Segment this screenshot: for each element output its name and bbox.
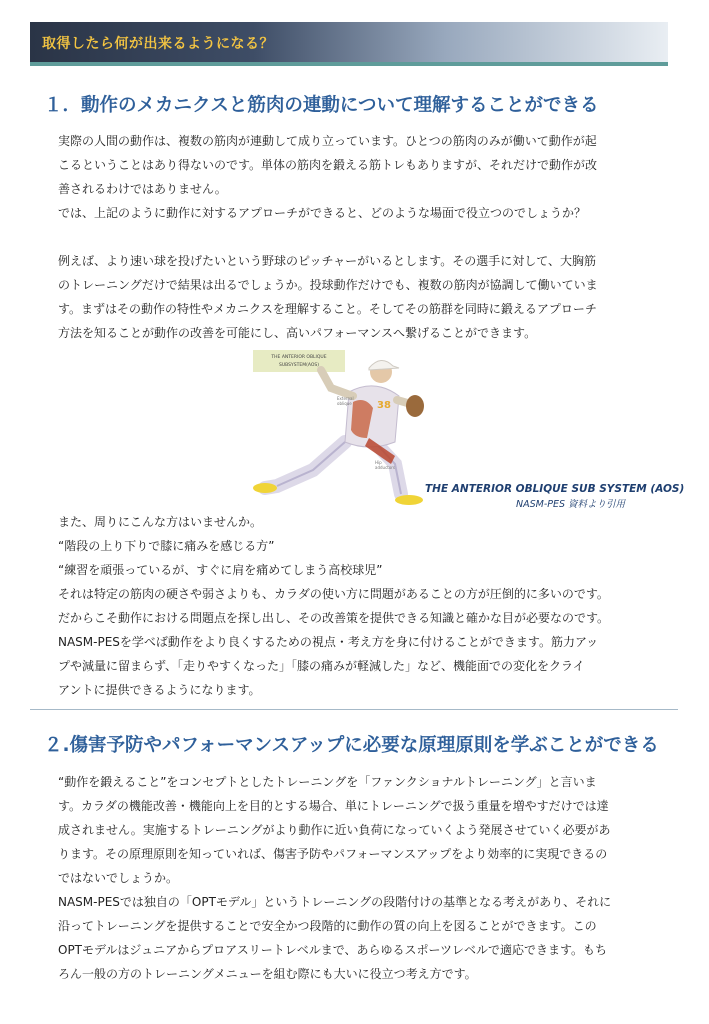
text-line: ろん一般の方のトレーニングメニューを組む際にも大いに役立つ考え方です。 — [58, 967, 477, 981]
text-line: “階段の上り下りで膝に痛みを感じる方” — [58, 539, 275, 553]
section1-paragraph-2 — [58, 249, 648, 345]
back-leg — [265, 442, 345, 488]
front-shoe — [395, 495, 423, 505]
text-line: NASM-PESを学べば動作をより良くするための視点・考え方を身に付けることができます。筋力アッ — [58, 635, 599, 649]
section1-heading: １．動作のメカニクスと筋肉の連動について理解することができる — [44, 95, 599, 116]
baseball-glove — [406, 395, 424, 417]
text-line: “動作を鍛えること”をコンセプトとしたトレーニングを「ファンクショナルトレーニング」と言いま — [58, 775, 597, 789]
muscle-label: Hip — [375, 460, 382, 465]
caption-source-note: 資料より引用 — [568, 499, 626, 510]
inset-label-line-2: SUBSYSTEM(AOS) — [278, 363, 320, 368]
section-banner — [30, 22, 668, 62]
figure-caption-title: THE ANTERIOR OBLIQUE SUB SYSTEM (AOS) — [425, 483, 685, 495]
throwing-arm — [321, 370, 353, 396]
text-line: 実際の人間の動作は、複数の筋肉が連動して成り立っています。ひとつの筋肉のみが働いて動作が起 — [58, 134, 597, 148]
banner-title: 取得したら何が出来るようになる？ — [42, 36, 274, 52]
text-line: こるということはあり得ないのです。単体の筋肉を鍛える筋トレもありますが、それだけで動作が改 — [58, 158, 598, 172]
text-line: のトレーニングだけで結果は出るでしょうか。投球動作だけでも、複数の筋肉が協調して働いていま — [58, 278, 598, 292]
text-line: す。まずはその動作の特性やメカニクスを理解すること。そしてその筋群を同時に鍛えるアプローチ — [58, 302, 597, 316]
caption-source-name: NASM-PES — [516, 499, 569, 510]
text-line: アントに提供できるようになります。 — [58, 683, 261, 697]
text-line: す。カラダの機能改善・機能向上を目的とする場合、単にトレーニングで扱う重量を増やすだけでは達 — [58, 799, 609, 813]
back-shoe — [253, 483, 277, 493]
text-line: それは特定の筋肉の硬さや弱さよりも、カラダの使い方に問題があることの方が圧倒的に多いのです。 — [58, 587, 609, 601]
jersey-number: 38 — [377, 400, 391, 411]
figure-caption-source — [516, 496, 625, 510]
section1-paragraph-3 — [58, 510, 648, 702]
text-line: NASM-PESでは独自の「OPTモデル」というトレーニングの段階付けの基準となる考えがあり、それに — [58, 895, 612, 909]
banner-underline — [30, 62, 668, 66]
section2-paragraph-1 — [58, 770, 648, 986]
text-line: では、上記のように動作に対するアプローチができると、どのような場面で役立つのでしょうか？ — [58, 206, 587, 220]
text-line: ではないでしょうか。 — [58, 871, 179, 885]
text-line: 沿ってトレーニングを提供することで安全かつ段階的に動作の質の向上を図ることができます。この — [58, 919, 597, 933]
section-divider — [30, 709, 678, 710]
muscle-label: External — [337, 396, 354, 401]
text-line: OPTモデルはジュニアからプロアスリートレベルまで、あらゆるスポーツレベルで適応できます。もち — [58, 943, 608, 957]
text-line: プや減量に留まらず、「走りやすくなった」「膝の痛みが軽減した」など、機能面での変化をクライ — [58, 659, 585, 673]
muscle-label: adductors — [375, 465, 396, 470]
inset-label-line-1: THE ANTERIOR OBLIQUE — [271, 355, 327, 360]
text-line: “練習を頑張っているが、すぐに肩を痛めてしまう高校球児” — [58, 563, 383, 577]
section2-heading: ２.傷害予防やパフォーマンスアップに必要な原理原則を学ぶことができる — [44, 735, 659, 756]
section1-paragraph-1 — [58, 129, 648, 225]
text-line: だからこそ動作における問題点を探し出し、その改善策を提供できる知識と確かな目が必要なのです。 — [58, 611, 610, 625]
text-line: 例えば、より速い球を投げたいという野球のピッチャーがいるとします。その選手に対して、大胸筋 — [58, 254, 596, 268]
text-line: また、周りにこんな方はいませんか。 — [58, 515, 263, 529]
text-line: 成されません。実施するトレーニングがより動作に近い負荷になっていくよう発展させていく必要があ — [58, 823, 611, 837]
muscle-label: oblique — [337, 401, 352, 406]
text-line: 善されるわけではありません。 — [58, 182, 227, 196]
text-line: ります。その原理原則を知っていれば、傷害予防やパフォーマンスアップをより効率的に実現できるの — [58, 847, 608, 861]
inset-label-box — [253, 350, 345, 372]
baseball-cap — [369, 360, 399, 370]
text-line: 方法を知ることが動作の改善を可能にし、高いパフォーマンスへ繋げることができます。 — [58, 326, 537, 340]
